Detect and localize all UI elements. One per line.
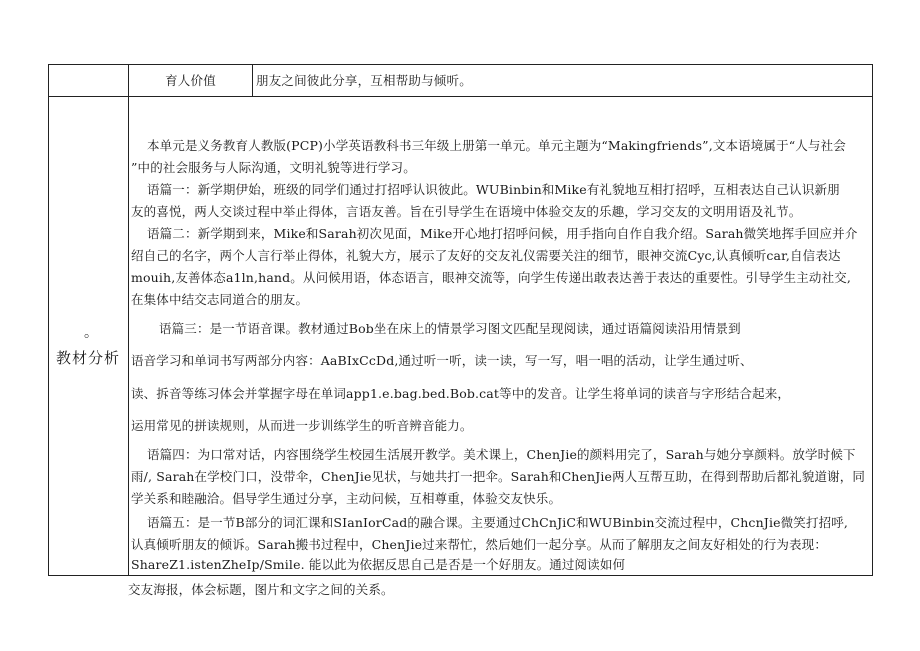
content-line: 绍自己的名字，两个人言行举止得体，礼貌大方，展示了友好的交友礼仪需要关注的细节，眼神交流Cyc,认真倾听car,自信表达 xyxy=(131,248,841,263)
content-line: 学关系和睦融洽。倡导学生通过分享，主动问候，互相尊重，体验交友快乐。 xyxy=(131,491,562,506)
content-line: ShareZ1.istenZheIp/Smile. 能以此为依据反思自己是否是一个好朋友。通过阅读如何 xyxy=(131,557,626,572)
content-line: 雨/, Sarah在学校门口，没带伞，ChenJie见状，与她共打一把伞。Sarah和ChenJie两人互帮互助，在得到帮助后都礼貌道谢，同 xyxy=(131,469,866,484)
content-line: 认真倾听朋友的倾诉。Sarah搬书过程中，ChenJie过来帮忙，然后她们一起分享。从而了解朋友之间友好相处的行为表现： xyxy=(131,537,827,552)
content-line: 在集体中结交志同道合的朋友。 xyxy=(131,292,309,307)
content-line: 语篇三：是一节语音课。教材通过Bob坐在床上的情景学习图文匹配呈现阅读，通过语篇阅读沿用情景到 xyxy=(159,321,741,336)
table-left-border xyxy=(48,64,49,576)
content-line: 语篇四：为口常对话，内容围绕学生校园生活展开教学。美术课上，ChenJie的颜料用完了，Sarah与她分享颜料。放学时候下 xyxy=(147,447,856,462)
content-line: 语篇五：是一节B部分的词汇课和SIanIorCad的融合课。主要通过ChCnJiC和WUBinbin交流过程中，ChcnJie微笑打招呼, xyxy=(147,515,849,530)
row1-value-divider xyxy=(252,64,253,97)
content-line: mouih,友善体态a1ln,hand。从问候用语，体态语言，眼神交流等，向学生传递出敢表达善于表达的重要性。引导学生主动社交, xyxy=(131,270,852,285)
row-divider xyxy=(48,96,873,97)
content-line: 运用常见的拼读规则，从而进一步训练学生的听音辨音能力。 xyxy=(131,418,473,433)
content-line: 本单元是义务教育人教版(PCP)小学英语教科书三年级上册第一单元。单元主题为“Makingfriends”,文本语境属于“人与社会 xyxy=(147,138,846,153)
content-line: 语篇二：新学期到来，Mike和Sarah初次见面，Mike开心地打招呼问候，用手指向自作自我介绍。Sarah微笑地挥手回应并介 xyxy=(147,226,858,241)
content-line: 友的喜悦，两人交谈过程中举止得体，言语友善。旨在引导学生在语境中体验交友的乐趣，学习交友的文明用语及礼节。 xyxy=(131,204,802,219)
table-right-border xyxy=(872,64,873,576)
content-line: 读、拆音等练习体会并掌握字母在单词app1.e.bag.bed.Bob.cat等中的发音。让学生将单词的读音与字形结合起来， xyxy=(131,386,791,401)
row1-value: 朋友之间彼此分享，互相帮助与倾听。 xyxy=(256,73,472,88)
bullet-mark: 。 xyxy=(84,325,98,341)
table-top-border xyxy=(48,64,873,65)
content-line: 语音学习和单词书写两部分内容：AaBIxCcDd,通过听一听，读一读，写一写，唱一唱的活动，让学生通过听、 xyxy=(131,353,753,368)
content-line: 交友海报，体会标题，图片和文字之间的关系。 xyxy=(128,582,394,597)
row1-label: 育人价值 xyxy=(165,73,216,88)
content-line: 语篇一：新学期伊始，班级的同学们通过打招呼认识彼此。WUBinbin和Mike有礼貌地互相打招呼，互相表达自己认识新朋 xyxy=(147,182,840,197)
label-column-divider xyxy=(128,64,129,576)
content-line: ”中的社会服务与人际沟通，文明礼貌等进行学习。 xyxy=(131,160,416,175)
section-label-textbook-analysis: 教材分析 xyxy=(55,349,120,367)
